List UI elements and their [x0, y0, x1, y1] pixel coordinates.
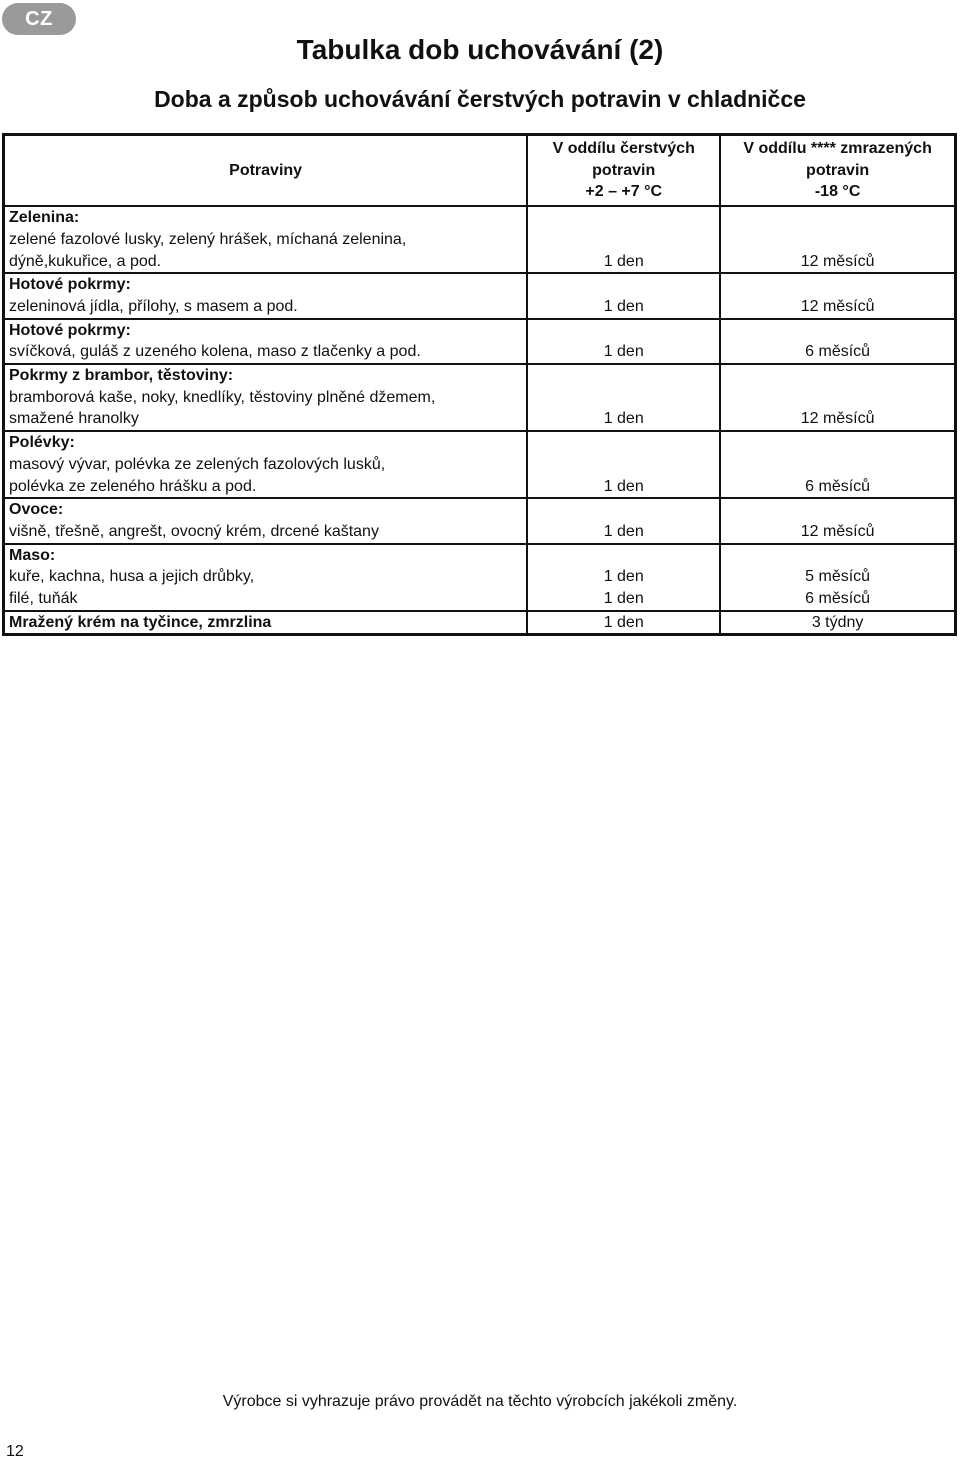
food-category: Maso:: [9, 546, 56, 564]
fresh-storage-cell: [527, 544, 720, 611]
header-food-label: Potraviny: [229, 161, 303, 179]
fresh-storage-time: 1 den: [603, 343, 644, 361]
food-items: filé, tuňák: [9, 590, 78, 608]
food-items: polévka ze zeleného hrášku a pod.: [9, 477, 257, 495]
table-body: [4, 206, 956, 635]
food-category: Pokrmy z brambor, těstoviny:: [9, 367, 234, 385]
table-row: [4, 544, 956, 611]
food-items: zeleninová jídla, přílohy, s masem a pod.: [9, 297, 298, 315]
fresh-storage-cell: [527, 319, 720, 364]
frozen-storage-time: 3 týdny: [811, 613, 864, 631]
food-cell: [4, 319, 528, 364]
food-category: Hotové pokrmy:: [9, 276, 131, 294]
food-items: dýně,kukuřice, a pod.: [9, 252, 162, 270]
fresh-storage-time: 1 den: [603, 568, 644, 586]
fresh-storage-cell: [527, 611, 720, 635]
food-category: Mražený krém na tyčince, zmrzlina: [9, 613, 272, 631]
fresh-storage-cell: [527, 431, 720, 498]
header-fresh-line: V oddílu čerstvých: [552, 140, 695, 157]
page-number: 12: [6, 1443, 24, 1460]
frozen-storage-time: 6 měsíců: [805, 343, 871, 361]
table-row: [4, 206, 956, 273]
food-items: bramborová kaše, noky, knedlíky, těstoviny plněné džemem,: [9, 388, 436, 406]
fresh-storage-time: 1 den: [603, 477, 644, 495]
fresh-storage-time: 1 den: [603, 297, 644, 315]
food-cell: [4, 273, 528, 318]
food-category: Ovoce:: [9, 501, 64, 519]
fresh-storage-cell: [527, 498, 720, 543]
page-title: Tabulka dob uchovávání (2): [296, 34, 664, 65]
food-items: zelené fazolové lusky, zelený hrášek, míchaná zelenina,: [9, 230, 407, 248]
header-frozen-temperature: -18 °C: [814, 183, 861, 201]
fresh-storage-cell: [527, 273, 720, 318]
header-fresh-temperature: +2 – +7 °C: [585, 183, 663, 201]
table-header-row: [4, 135, 956, 207]
frozen-storage-cell: [720, 431, 955, 498]
food-category: Hotové pokrmy:: [9, 321, 131, 339]
language-badge: CZ: [2, 3, 76, 35]
table-row: [4, 611, 956, 635]
frozen-storage-time: 12 měsíců: [800, 410, 875, 428]
fresh-storage-time: 1 den: [603, 590, 644, 608]
food-category: Zelenina:: [9, 209, 80, 227]
header-frozen-compartment: [720, 135, 955, 207]
frozen-storage-time: 6 měsíců: [805, 590, 871, 608]
frozen-storage-cell: [720, 498, 955, 543]
frozen-storage-cell: [720, 364, 955, 431]
food-items: višně, třešně, angrešt, ovocný krém, drcené kaštany: [9, 522, 379, 540]
food-items: kuře, kachna, husa a jejich drůbky,: [9, 568, 255, 586]
disclaimer-note: Výrobce si vyhrazuje právo provádět na těchto výrobcích jakékoli změny.: [222, 1393, 738, 1410]
food-items: masový vývar, polévka ze zelených fazolových lusků,: [9, 455, 386, 473]
page-subtitle: Doba a způsob uchovávání čerstvých potravin v chladničce: [154, 86, 806, 112]
table-row: [4, 319, 956, 364]
fresh-storage-time: 1 den: [603, 522, 644, 540]
frozen-storage-cell: [720, 206, 955, 273]
food-items: smažené hranolky: [9, 410, 139, 428]
header-food: [4, 135, 528, 207]
header-frozen-line: V oddílu **** zmrazených: [743, 140, 932, 157]
fresh-storage-cell: [527, 364, 720, 431]
header-fresh-line: potravin: [592, 161, 656, 179]
food-cell: [4, 498, 528, 543]
frozen-storage-cell: [720, 544, 955, 611]
food-cell: [4, 206, 528, 273]
table-row: [4, 498, 956, 543]
frozen-storage-time: 5 měsíců: [805, 568, 871, 586]
food-cell: [4, 364, 528, 431]
food-items: svíčková, guláš z uzeného kolena, maso z tlačenky a pod.: [9, 343, 421, 361]
frozen-storage-time: 6 měsíců: [805, 477, 871, 495]
fresh-storage-time: 1 den: [603, 613, 644, 631]
header-frozen-line: potravin: [806, 161, 870, 179]
storage-time-table: [2, 133, 957, 636]
fresh-storage-time: 1 den: [603, 410, 644, 428]
table-row: [4, 364, 956, 431]
frozen-storage-cell: [720, 319, 955, 364]
fresh-storage-time: 1 den: [603, 252, 644, 270]
frozen-storage-time: 12 měsíců: [800, 522, 875, 540]
table-row: [4, 273, 956, 318]
fresh-storage-cell: [527, 206, 720, 273]
food-cell: [4, 544, 528, 611]
header-fresh-compartment: [527, 135, 720, 207]
frozen-storage-cell: [720, 611, 955, 635]
food-cell: [4, 431, 528, 498]
frozen-storage-time: 12 měsíců: [800, 297, 875, 315]
food-category: Polévky:: [9, 434, 75, 452]
table-row: [4, 431, 956, 498]
food-cell: [4, 611, 528, 635]
frozen-storage-time: 12 měsíců: [800, 252, 875, 270]
frozen-storage-cell: [720, 273, 955, 318]
